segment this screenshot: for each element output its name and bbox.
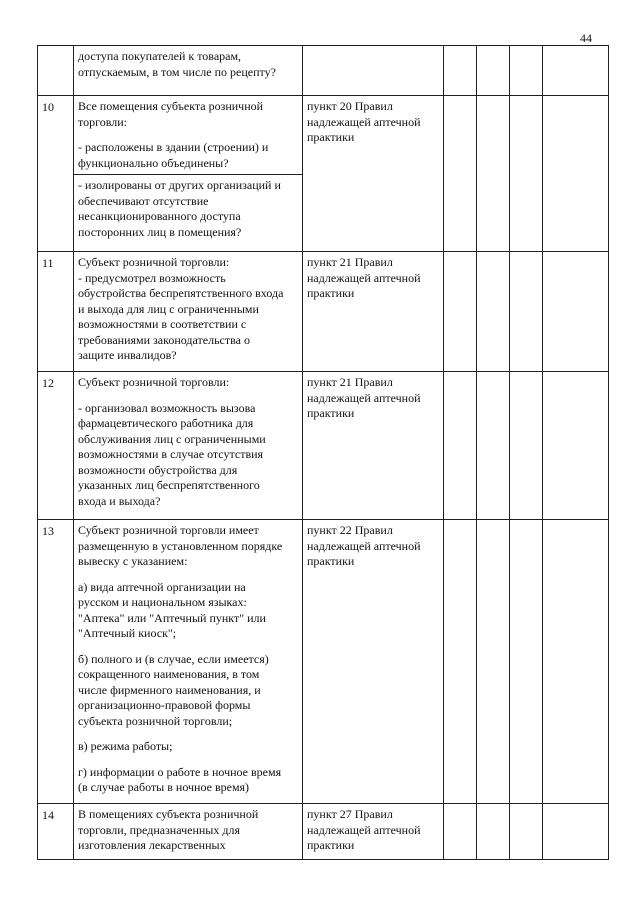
answer-cell[interactable]	[477, 96, 510, 252]
table-row	[38, 372, 609, 520]
question-text: Все помещения субъекта розничной	[78, 99, 264, 113]
question-subitem: входа и выхода?	[78, 493, 161, 508]
row-number	[38, 46, 74, 96]
answer-cell[interactable]	[543, 372, 609, 520]
question-cell	[74, 372, 303, 520]
question-text: вывеску с указанием:	[78, 554, 188, 568]
answer-cell[interactable]	[510, 46, 543, 96]
answer-cell[interactable]	[477, 252, 510, 372]
answer-cell[interactable]	[510, 372, 543, 520]
question-text: Субъект розничной торговли:	[78, 375, 230, 389]
row-number: 10	[38, 96, 74, 252]
question-text: - предусмотрел возможность	[78, 270, 226, 285]
question-subitem: обеспечивают отсутствие	[78, 193, 209, 208]
table-row	[38, 252, 609, 372]
table-row	[38, 46, 609, 96]
answer-cell[interactable]	[477, 372, 510, 520]
question-subitem: - расположены в здании (строении) и	[78, 140, 269, 154]
question-text: размещенную в установленном порядке	[78, 538, 283, 553]
question-text: требованиями законодательства о	[78, 332, 250, 347]
question-subitem: "Аптечный киоск";	[78, 626, 177, 640]
question-subitem: возможностями в случае отсутствия	[78, 447, 264, 461]
answer-cell[interactable]	[444, 252, 477, 372]
reference-text: пункт 21 Правил	[307, 255, 393, 269]
row-number: 13	[38, 520, 74, 804]
row-number: 11	[38, 252, 74, 372]
answer-cell[interactable]	[444, 520, 477, 804]
reference-cell	[303, 372, 444, 520]
question-subitem: возможности обустройства для	[78, 462, 238, 477]
question-subitem: функционально объединены?	[78, 155, 229, 170]
reference-text: практики	[307, 130, 355, 144]
reference-text: практики	[307, 406, 355, 420]
answer-cell[interactable]	[543, 520, 609, 804]
question-cell	[74, 520, 303, 804]
page-number: 44	[580, 31, 592, 45]
question-text: торговли, предназначенных для	[78, 822, 240, 837]
question-subitem: в) режима работы;	[78, 739, 173, 753]
question-cell	[74, 96, 303, 252]
question-text: защите инвалидов?	[78, 348, 177, 362]
question-subitem: указанных лиц беспрепятственного	[78, 478, 260, 492]
answer-cell[interactable]	[477, 804, 510, 860]
reference-text: надлежащей аптечной	[307, 390, 421, 405]
question-cell	[74, 252, 303, 372]
question-subitem: сокращенного наименования, в том	[78, 667, 260, 681]
row-number: 12	[38, 372, 74, 520]
question-subitem: несанкционированного доступа	[78, 209, 241, 223]
reference-text: практики	[307, 554, 355, 568]
question-text: торговли:	[78, 114, 127, 129]
reference-text: пункт 21 Правил	[307, 375, 393, 389]
question-text: отпускаемым, в том числе по рецепту?	[78, 64, 276, 79]
answer-cell[interactable]	[444, 372, 477, 520]
answer-cell[interactable]	[477, 520, 510, 804]
answer-cell[interactable]	[543, 252, 609, 372]
question-subitem: фармацевтического работника для	[78, 416, 254, 430]
reference-text: пункт 22 Правил	[307, 523, 393, 537]
answer-cell[interactable]	[543, 46, 609, 96]
question-text: В помещениях субъекта розничной	[78, 807, 259, 821]
reference-cell	[303, 252, 444, 372]
answer-cell[interactable]	[444, 804, 477, 860]
question-subitem: б) полного и (в случае, если имеется)	[78, 651, 269, 666]
question-cell	[74, 804, 303, 860]
question-cell	[74, 46, 303, 96]
answer-cell[interactable]	[444, 96, 477, 252]
question-subitem: русском и национальном языках:	[78, 595, 247, 609]
row-number: 14	[38, 804, 74, 860]
question-subitem: организационно-правовой формы	[78, 698, 251, 712]
question-subitem: г) информации о работе в ночное время	[78, 764, 282, 779]
question-subitem: - изолированы от других организаций и	[78, 178, 281, 192]
question-text: обустройства беспрепятственного входа	[78, 286, 284, 300]
reference-text: надлежащей аптечной	[307, 270, 421, 285]
question-text: возможностями в соответствии с	[78, 317, 247, 331]
question-subitem: - организовал возможность вызова	[78, 400, 256, 415]
reference-cell	[303, 96, 444, 252]
answer-cell[interactable]	[510, 520, 543, 804]
question-text: доступа покупателей к товарам,	[78, 49, 242, 63]
checklist-table	[37, 45, 609, 860]
question-subitem: "Аптека" или "Аптечный пункт" или	[78, 610, 266, 625]
reference-text: надлежащей аптечной	[307, 822, 421, 837]
question-subitem: обслуживания лиц с ограниченными	[78, 431, 266, 446]
question-subitem: посторонних лиц в помещения?	[78, 224, 242, 239]
reference-cell	[303, 46, 444, 96]
answer-cell[interactable]	[444, 46, 477, 96]
reference-text: практики	[307, 286, 355, 300]
question-subitem: а) вида аптечной организации на	[78, 579, 246, 594]
question-text: и выхода для лиц с ограниченными	[78, 301, 259, 316]
answer-cell[interactable]	[477, 46, 510, 96]
reference-cell	[303, 520, 444, 804]
question-subitem: числе фирменного наименования, и	[78, 682, 261, 697]
answer-cell[interactable]	[543, 804, 609, 860]
question-text: Субъект розничной торговли:	[78, 255, 230, 269]
answer-cell[interactable]	[510, 804, 543, 860]
reference-text: надлежащей аптечной	[307, 114, 421, 129]
reference-text: практики	[307, 838, 355, 852]
table-row	[38, 520, 609, 804]
table-row	[38, 96, 609, 252]
reference-text: пункт 20 Правил	[307, 99, 393, 113]
answer-cell[interactable]	[510, 96, 543, 252]
reference-text: надлежащей аптечной	[307, 538, 421, 553]
question-subitem: (в случае работы в ночное время)	[78, 780, 250, 794]
answer-cell[interactable]	[510, 252, 543, 372]
reference-text: пункт 27 Правил	[307, 807, 393, 821]
question-text: Субъект розничной торговли имеет	[78, 523, 259, 537]
table-row	[38, 804, 609, 860]
question-text: изготовления лекарственных	[78, 838, 226, 852]
reference-cell	[303, 804, 444, 860]
answer-cell[interactable]	[543, 96, 609, 252]
question-subitem: субъекта розничной торговли;	[78, 713, 233, 728]
